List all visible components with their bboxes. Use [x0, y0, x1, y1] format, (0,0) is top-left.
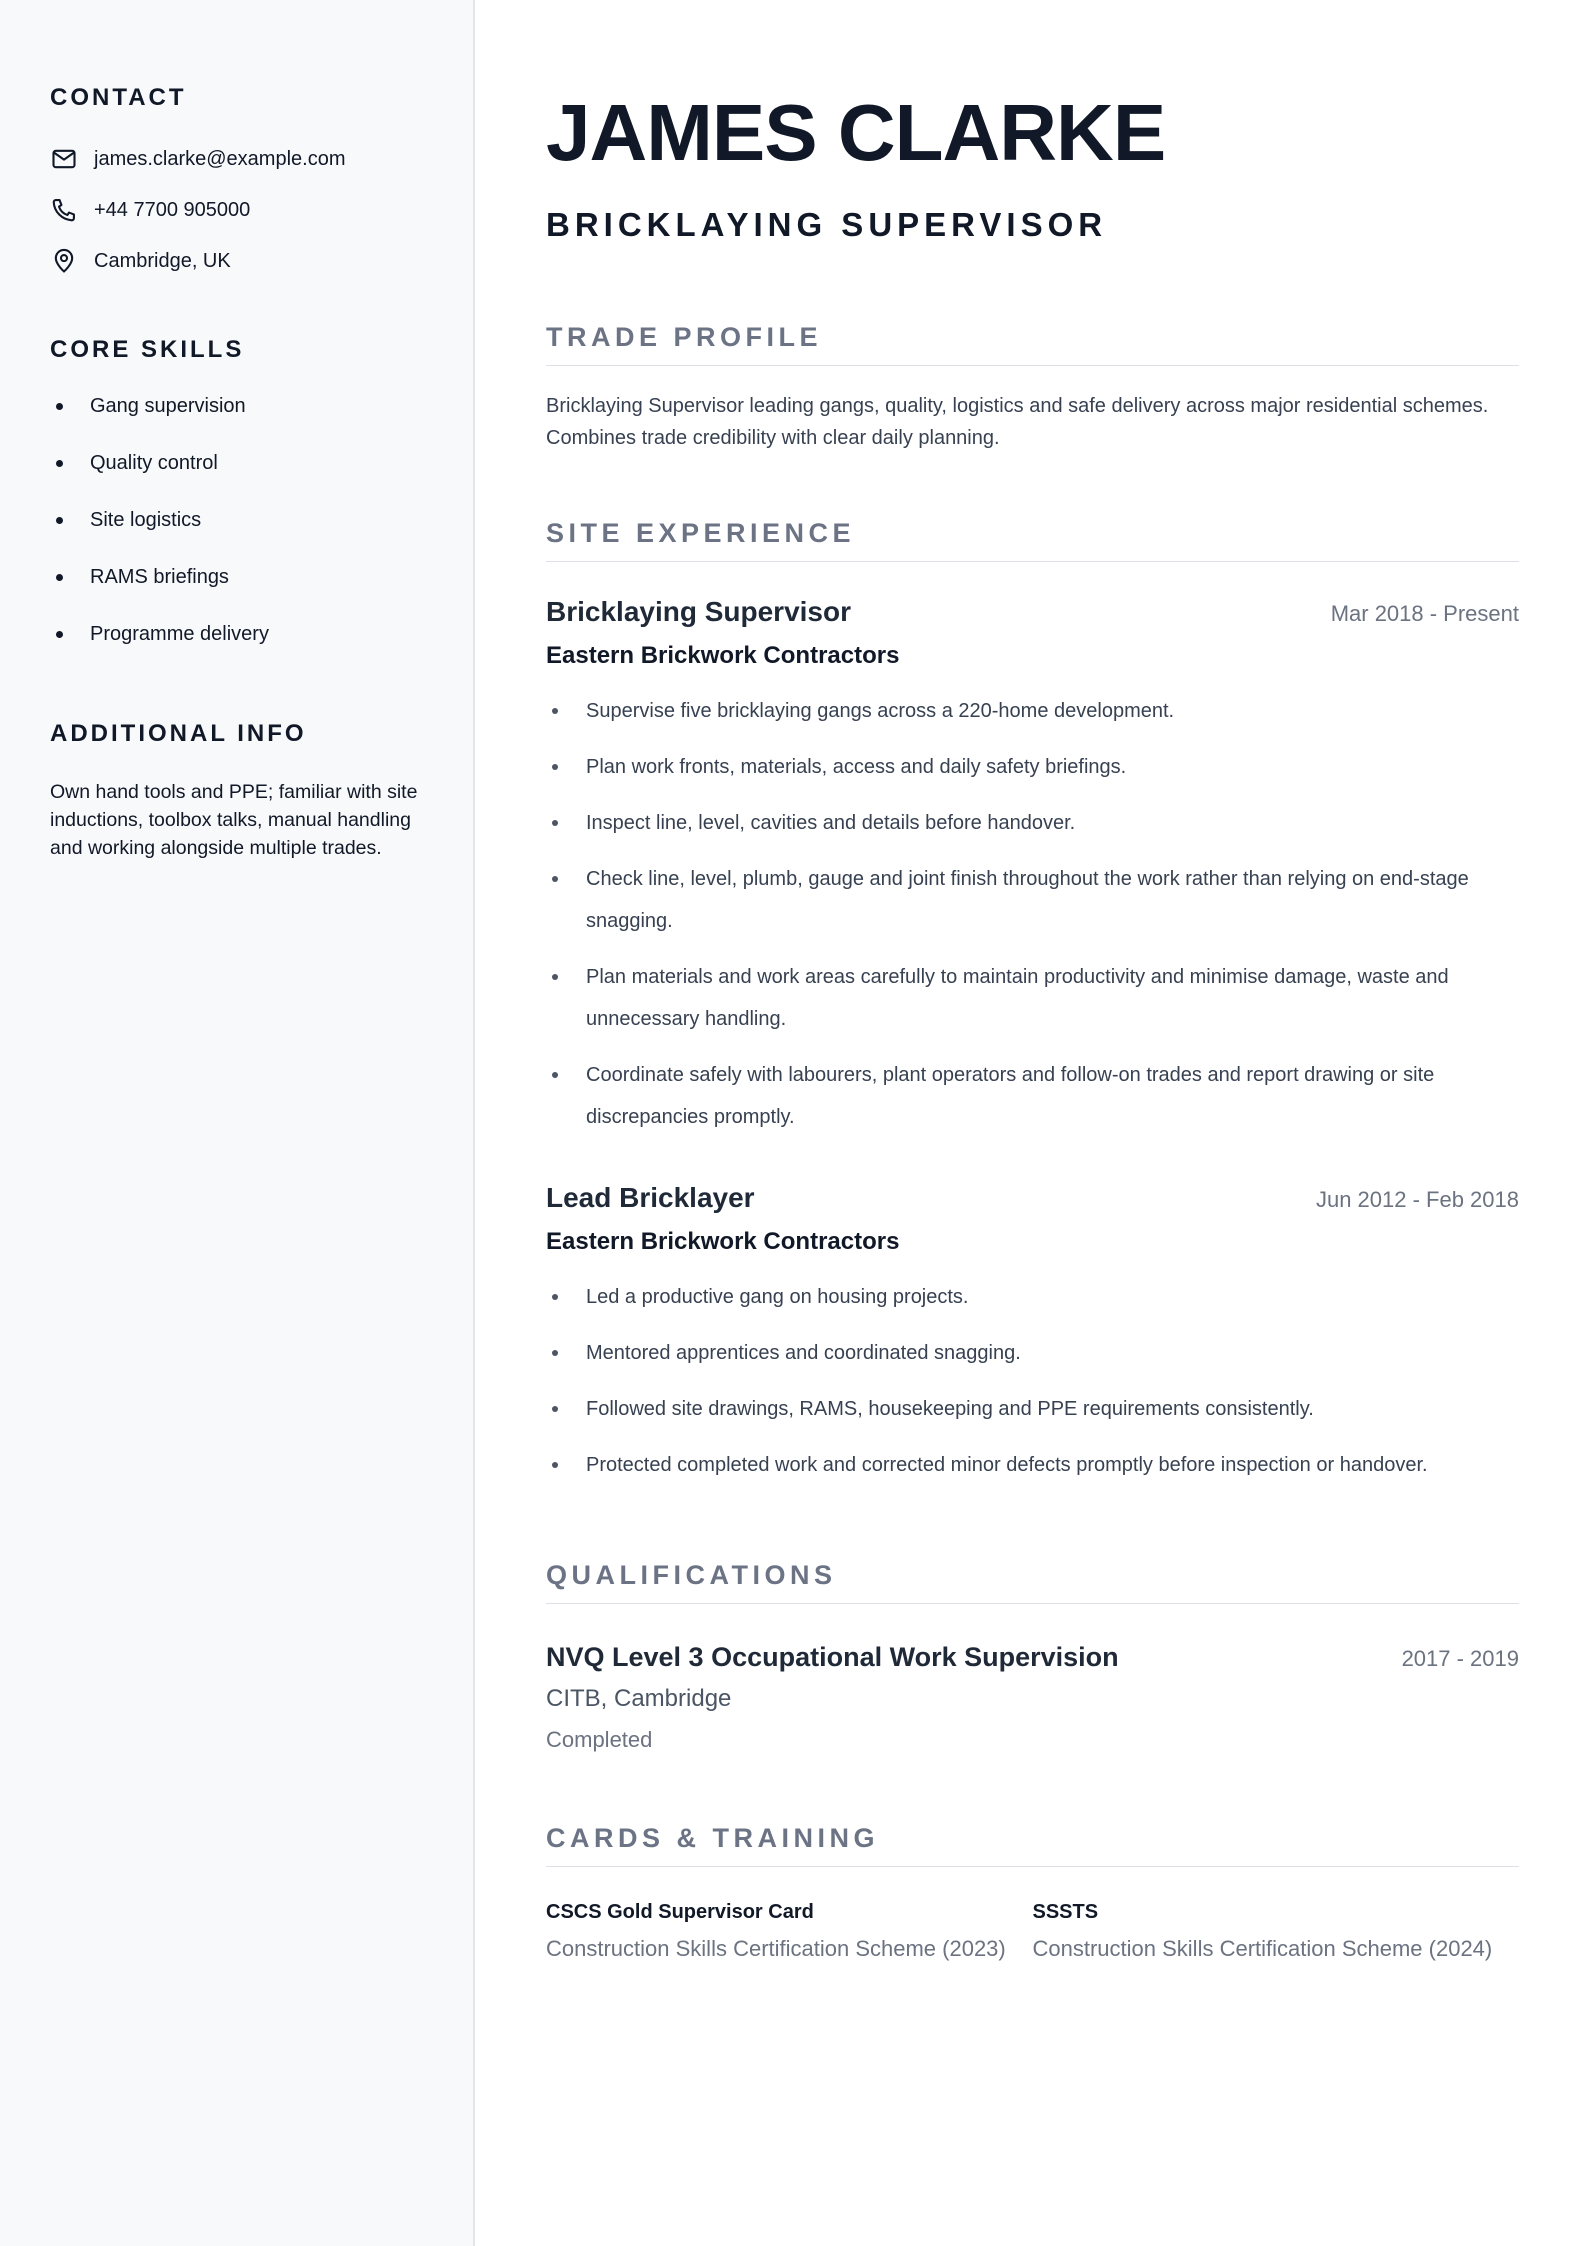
bullet-icon — [552, 1406, 558, 1412]
job-company: Eastern Brickwork Contractors — [546, 1228, 900, 1255]
bullet-icon — [56, 460, 63, 467]
candidate-name: JAMES CLARKE — [546, 88, 1166, 177]
qualification-entry — [546, 1642, 1519, 1753]
qualification-title: NVQ Level 3 Occupational Work Supervision — [546, 1642, 1119, 1672]
bullet-icon — [552, 1072, 558, 1078]
list-item: Plan work fronts, materials, access and daily safety briefings. — [546, 746, 1519, 788]
contact-list — [50, 146, 423, 274]
list-item: Inspect line, level, cavities and details before handover. — [546, 802, 1519, 844]
card-title: CSCS Gold Supervisor Card — [546, 1901, 814, 1923]
bullet-icon — [552, 764, 558, 770]
list-item: Supervise five bricklaying gangs across a 220-home development. — [546, 690, 1519, 732]
skills-list — [50, 392, 423, 648]
list-item: Plan materials and work areas carefully to maintain productivity and minimise damage, waste and unnecessary handling. — [546, 956, 1519, 1040]
job-title: Lead Bricklayer — [546, 1182, 755, 1213]
list-item: Mentored apprentices and coordinated snagging. — [546, 1332, 1519, 1374]
bullet-icon — [552, 974, 558, 980]
sidebar — [0, 0, 475, 2246]
bullet-icon — [552, 876, 558, 882]
phone-text[interactable]: +44 7700 905000 — [94, 198, 251, 221]
job-bullets — [546, 690, 1519, 1138]
card-entry — [1033, 1901, 1520, 1962]
cards-heading: CARDS & TRAINING — [546, 1823, 1519, 1867]
experience-heading: SITE EXPERIENCE — [546, 518, 1519, 562]
skill-label: Gang supervision — [90, 394, 246, 417]
bullet-icon — [552, 1294, 558, 1300]
bullet-icon — [552, 1350, 558, 1356]
contact-email — [50, 146, 423, 172]
skill-label: RAMS briefings — [90, 565, 229, 588]
skill-item — [50, 392, 423, 420]
list-item: Followed site drawings, RAMS, housekeeping and PPE requirements consistently. — [546, 1388, 1519, 1430]
profile-heading: TRADE PROFILE — [546, 322, 1519, 366]
card-entry — [546, 1901, 1033, 1962]
qualification-status: Completed — [546, 1727, 653, 1752]
location-text: Cambridge, UK — [94, 249, 231, 272]
skill-item — [50, 449, 423, 477]
job-title: Bricklaying Supervisor — [546, 596, 852, 627]
bullet-icon — [56, 403, 63, 410]
mail-icon — [50, 145, 78, 173]
bullet-icon — [56, 631, 63, 638]
list-item: Coordinate safely with labourers, plant operators and follow-on trades and report drawing or site discrepancies promptly. — [546, 1054, 1519, 1138]
contact-location — [50, 248, 423, 274]
skill-label: Quality control — [90, 451, 218, 474]
additional-info-heading: ADDITIONAL INFO — [50, 720, 307, 747]
main-content — [475, 0, 1588, 2246]
list-item: Check line, level, plumb, gauge and joint finish throughout the work rather than relying on end-stage snagging. — [546, 858, 1519, 942]
phone-icon — [50, 196, 78, 224]
email-text[interactable]: james.clarke@example.com — [94, 147, 346, 170]
job-entry — [546, 1182, 1519, 1486]
cards-list — [546, 1901, 1519, 1962]
skill-label: Programme delivery — [90, 622, 269, 645]
bullet-icon — [56, 517, 63, 524]
list-item: Led a productive gang on housing projects. — [546, 1276, 1519, 1318]
contact-phone — [50, 197, 423, 223]
job-company: Eastern Brickwork Contractors — [546, 642, 900, 669]
qualification-dates: 2017 - 2019 — [1401, 1646, 1519, 1671]
skill-item — [50, 563, 423, 591]
card-issuer: Construction Skills Certification Scheme (2023) — [546, 1936, 1006, 1961]
skill-item — [50, 506, 423, 534]
skill-label: Site logistics — [90, 508, 202, 531]
location-pin-icon — [50, 247, 78, 275]
list-item: Protected completed work and corrected minor defects promptly before inspection or handover. — [546, 1444, 1519, 1486]
additional-info-text: Own hand tools and PPE; familiar with site inductions, toolbox talks, manual handling and working alongside multiple trades. — [50, 781, 418, 859]
job-dates: Mar 2018 - Present — [1330, 601, 1519, 626]
job-entry — [546, 596, 1519, 1138]
job-bullets — [546, 1276, 1519, 1486]
bullet-icon — [552, 1462, 558, 1468]
card-title: SSSTS — [1032, 1901, 1099, 1923]
contact-heading: CONTACT — [50, 84, 187, 111]
qualifications-heading: QUALIFICATIONS — [546, 1560, 1519, 1604]
bullet-icon — [552, 708, 558, 714]
bullet-icon — [56, 574, 63, 581]
profile-text: Bricklaying Supervisor leading gangs, quality, logistics and safe delivery across major residential schemes. Combines trade credibility with clear daily planning. — [546, 395, 1489, 449]
job-dates: Jun 2012 - Feb 2018 — [1315, 1187, 1519, 1212]
candidate-role: BRICKLAYING SUPERVISOR — [546, 206, 1108, 243]
bullet-icon — [552, 820, 558, 826]
card-issuer: Construction Skills Certification Scheme (2024) — [1032, 1936, 1493, 1961]
skill-item — [50, 620, 423, 648]
skills-heading: CORE SKILLS — [50, 336, 245, 363]
qualification-org: CITB, Cambridge — [546, 1685, 732, 1712]
